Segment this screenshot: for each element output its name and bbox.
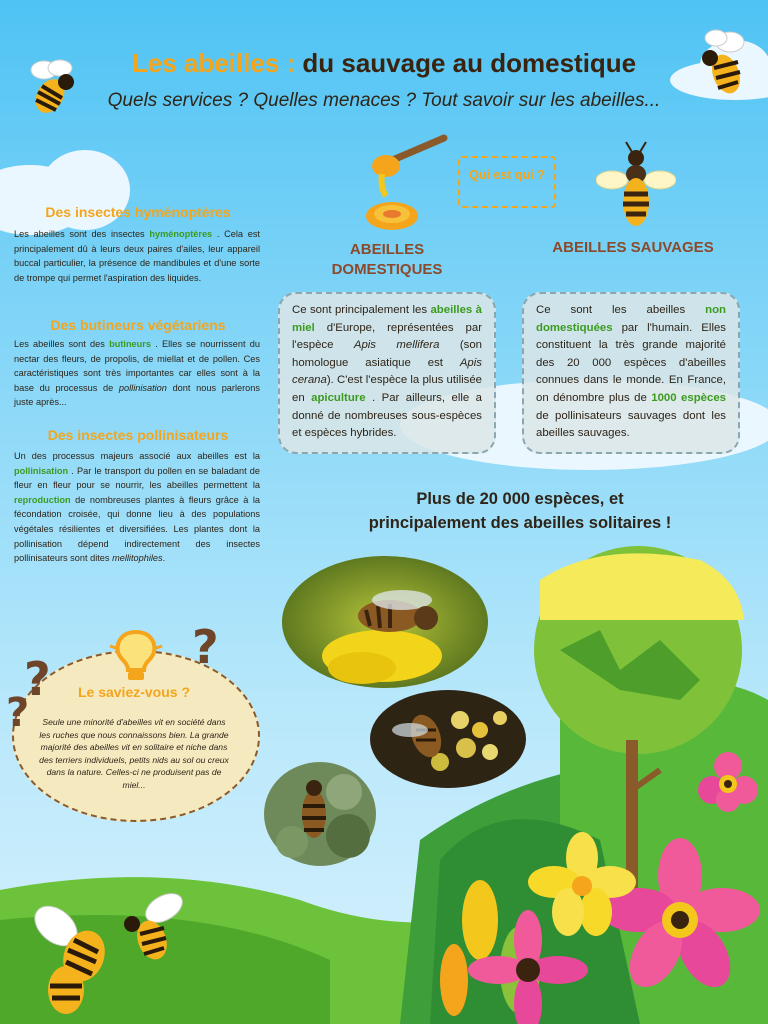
- highlight-line: principalement des abeilles solitaires !: [368, 514, 672, 532]
- species-name: Apis cerana: [292, 356, 482, 387]
- text: Ce sont les abeilles: [536, 304, 706, 316]
- section-title-foragers: Des butineurs végétariens: [50, 317, 226, 333]
- text: Ce sont principalement les: [292, 304, 431, 316]
- section-title-hymenoptera: Des insectes hyménoptères: [45, 204, 231, 220]
- text: . Cela est principalement dû à leurs deux paires d'ailes, leur appareil buccal particulier, la présence de mandibules et d'une sorte de trompe qui permet l'aspiration des liquides.: [14, 229, 260, 283]
- species-highlight: [300, 487, 740, 535]
- text: d'Europe, représentées par l'espèce: [292, 321, 482, 352]
- title-part2: du sauvage au domestique: [302, 48, 637, 78]
- highlight-text: pollinisation: [14, 465, 69, 476]
- text: . Elles se nourrissent du nectar des fleurs, de propolis, de miellat et de pollen. Ces caractéristiques sont très importantes car elles sont à la base du processus de: [14, 339, 260, 393]
- text: . Par le transport du pollen en se baladant de fleur en fleur pour se nourrir, les abeilles permettent la: [14, 465, 260, 491]
- section-title-pollinators: Des insectes pollinisateurs: [47, 427, 229, 443]
- page-title: [0, 48, 768, 79]
- text: Un des processus majeurs associé aux abeilles est la: [14, 451, 260, 461]
- highlight-text: reproduction: [14, 494, 71, 505]
- page-subtitle: Quels services ? Quelles menaces ? Tout savoir sur les abeilles...: [107, 90, 661, 111]
- species-name: Apis mellifera: [353, 339, 440, 352]
- italic-term: mellitophiles: [112, 553, 163, 564]
- question-mark-icon: ?: [24, 652, 51, 706]
- quiz-label: Qui est qui ?: [458, 156, 556, 208]
- section-text-foragers: [14, 337, 260, 410]
- question-mark-icon: ?: [6, 690, 30, 736]
- wild-description: [522, 292, 740, 454]
- domestic-title: ABEILLES DOMESTIQUES: [331, 241, 443, 278]
- question-mark-icon: ?: [192, 620, 219, 674]
- did-you-know-title: Le saviez-vous ?: [77, 684, 191, 700]
- wild-bee-icon: [596, 140, 676, 232]
- highlight-text: non domestiquées: [536, 304, 726, 334]
- text: (son homologue asiatique est: [292, 339, 483, 369]
- honey-dipper-icon: [360, 132, 452, 236]
- highlight-text: hyménoptères: [149, 229, 213, 239]
- text: .: [162, 553, 166, 564]
- text: ). C'est l'espèce la plus utilisée en: [292, 374, 482, 404]
- bee-icon: [116, 888, 190, 970]
- did-you-know-text: Seule une minorité d'abeilles vit en société dans les ruches que nous connaissons bien. La grande majorité des abeilles vit en solitaire et niche dans des terriers individuels, petits nids au sol ou creux dans la nature. Celles-ci ne produisent pas de miel...: [39, 717, 229, 790]
- text: dont nous parlerons juste après...: [14, 382, 260, 408]
- bee-icon: [26, 900, 116, 1016]
- highlight-text: 1000 espèces: [651, 391, 726, 404]
- domestic-description: [278, 292, 496, 454]
- highlight-line: Plus de 20 000 espèces, et: [416, 490, 624, 508]
- title-part1: Les abeilles :: [131, 48, 303, 78]
- text: par l'humain. Elles constituent la très grande majorité des 20 000 espèces d'abeilles connues dans le monde. En France, on dénombre plus de: [536, 321, 726, 404]
- section-text-hymenoptera: [14, 227, 260, 285]
- highlight-text: apiculture: [311, 391, 366, 404]
- text: Les abeilles sont des insectes: [14, 229, 150, 239]
- text: de pollinisateurs sauvages dont les abeilles sauvages.: [536, 409, 726, 440]
- highlight-text: abeilles à miel: [292, 304, 483, 334]
- text: de nombreuses plantes à fleurs grâce à la fécondation croisée, qui donne lieu à des populations végétales résilientes et diversifiées. Les plantes dont la pollinisation dépend indirectement des insectes pollinisateurs sont dites: [14, 494, 260, 564]
- highlight-text: butineurs: [109, 339, 151, 349]
- wild-title: ABEILLES SAUVAGES: [552, 239, 714, 256]
- italic-term: pollinisation: [118, 382, 167, 393]
- text: . Par ailleurs, elle a donné de nombreuses sous-espèces et espèces hybrides.: [292, 391, 482, 440]
- text: Les abeilles sont des: [14, 339, 110, 349]
